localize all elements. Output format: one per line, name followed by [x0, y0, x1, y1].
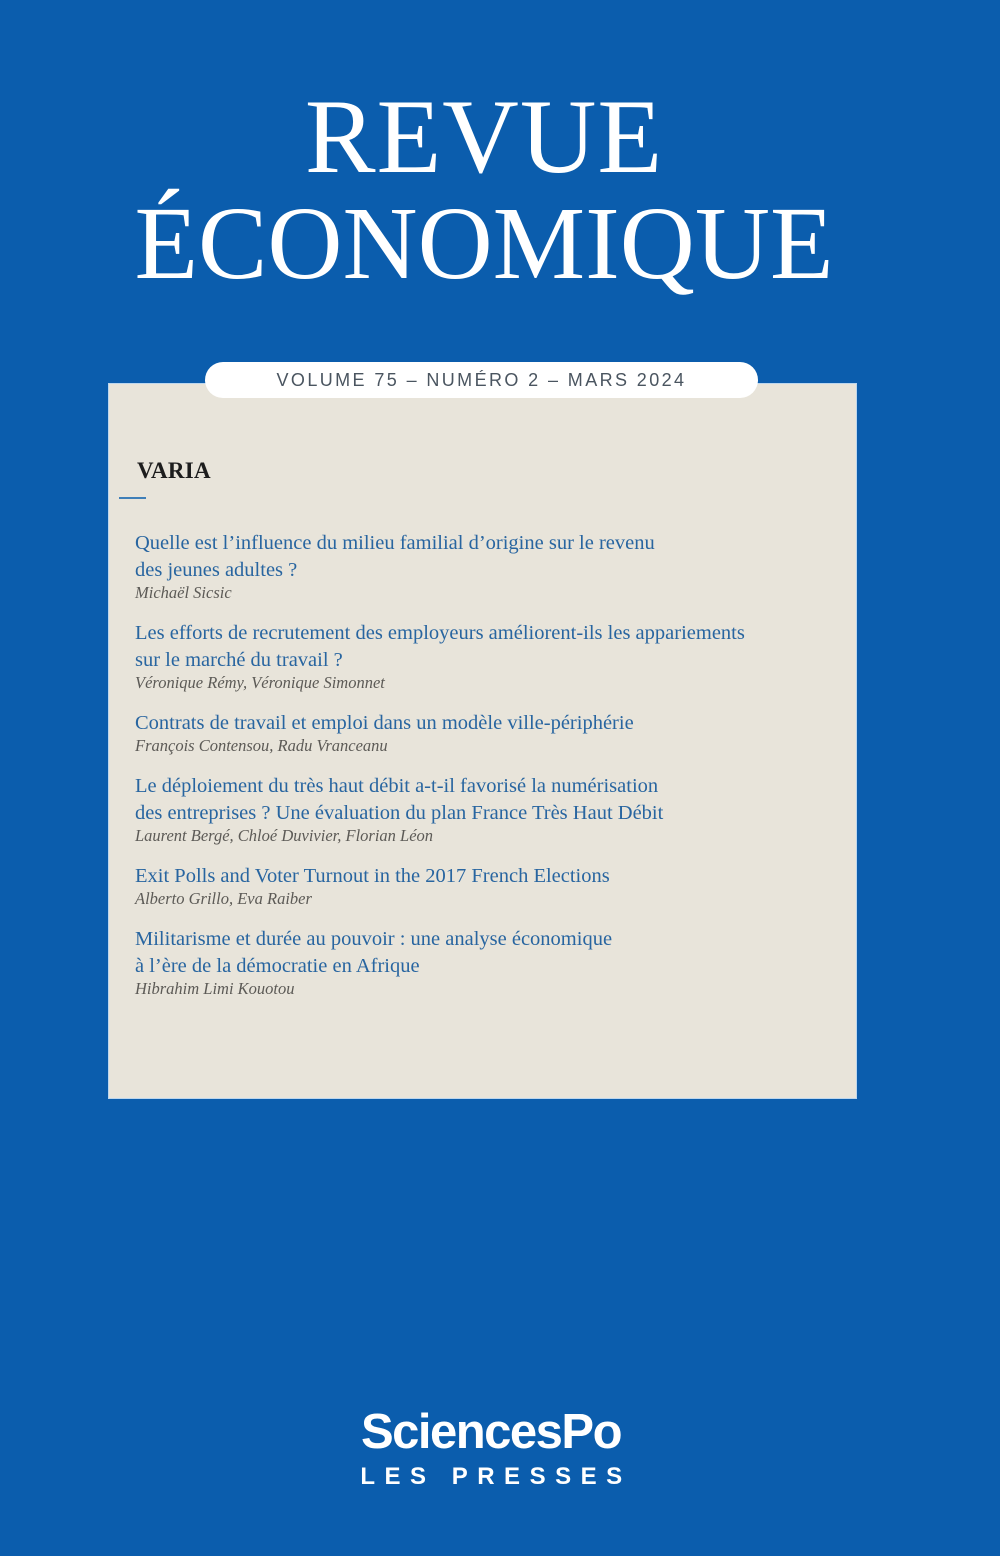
section-title: VARIA	[137, 458, 211, 483]
article-title-line: des jeunes adultes ?	[135, 559, 298, 581]
contents-panel	[109, 384, 856, 1098]
article-authors: François Contensou, Radu Vranceanu	[135, 736, 388, 755]
article-title-line: Exit Polls and Voter Turnout in the 2017 French Elections	[135, 865, 610, 887]
article-title	[135, 710, 835, 737]
article-item	[135, 710, 835, 757]
article-title	[135, 773, 835, 827]
issue-badge	[205, 362, 758, 398]
article-item	[135, 863, 835, 910]
article-list	[135, 530, 835, 1016]
issue-label: VOLUME 75 – NUMÉRO 2 – MARS 2024	[276, 369, 687, 390]
publisher-subtitle: LES PRESSES	[360, 1463, 632, 1490]
article-authors: Laurent Bergé, Chloé Duvivier, Florian Léon	[135, 826, 434, 845]
article-item	[135, 773, 835, 847]
article-title	[135, 926, 835, 980]
article-title-line: sur le marché du travail ?	[135, 649, 343, 671]
publisher-logo	[0, 1405, 1000, 1490]
article-title-line: Les efforts de recrutement des employeurs améliorent-ils les appariements	[135, 622, 745, 644]
article-title	[135, 863, 835, 890]
article-title-line: Contrats de travail et emploi dans un modèle ville-périphérie	[135, 712, 634, 734]
article-title-line: Quelle est l’influence du milieu familial d’origine sur le revenu	[135, 532, 655, 554]
article-title	[135, 620, 835, 674]
article-authors: Véronique Rémy, Véronique Simonnet	[135, 673, 385, 692]
publisher-name: SciencesPo	[360, 1405, 622, 1459]
article-item	[135, 926, 835, 1000]
article-title-line: des entreprises ? Une évaluation du plan France Très Haut Débit	[135, 802, 664, 824]
article-title-line: à l’ère de la démocratie en Afrique	[135, 955, 420, 977]
article-authors: Hibrahim Limi Kouotou	[135, 979, 295, 998]
article-item	[135, 620, 835, 694]
article-title-line: Militarisme et durée au pouvoir : une analyse économique	[135, 928, 613, 950]
article-item	[135, 530, 835, 604]
journal-title-line-2: ÉCONOMIQUE	[134, 186, 834, 301]
article-authors: Michaël Sicsic	[135, 583, 232, 602]
article-title	[135, 530, 835, 584]
journal-title-line-1: REVUE	[304, 78, 664, 195]
article-authors: Alberto Grillo, Eva Raiber	[135, 889, 312, 908]
article-title-line: Le déploiement du très haut débit a-t-il favorisé la numérisation	[135, 775, 659, 797]
section-divider	[119, 497, 146, 499]
